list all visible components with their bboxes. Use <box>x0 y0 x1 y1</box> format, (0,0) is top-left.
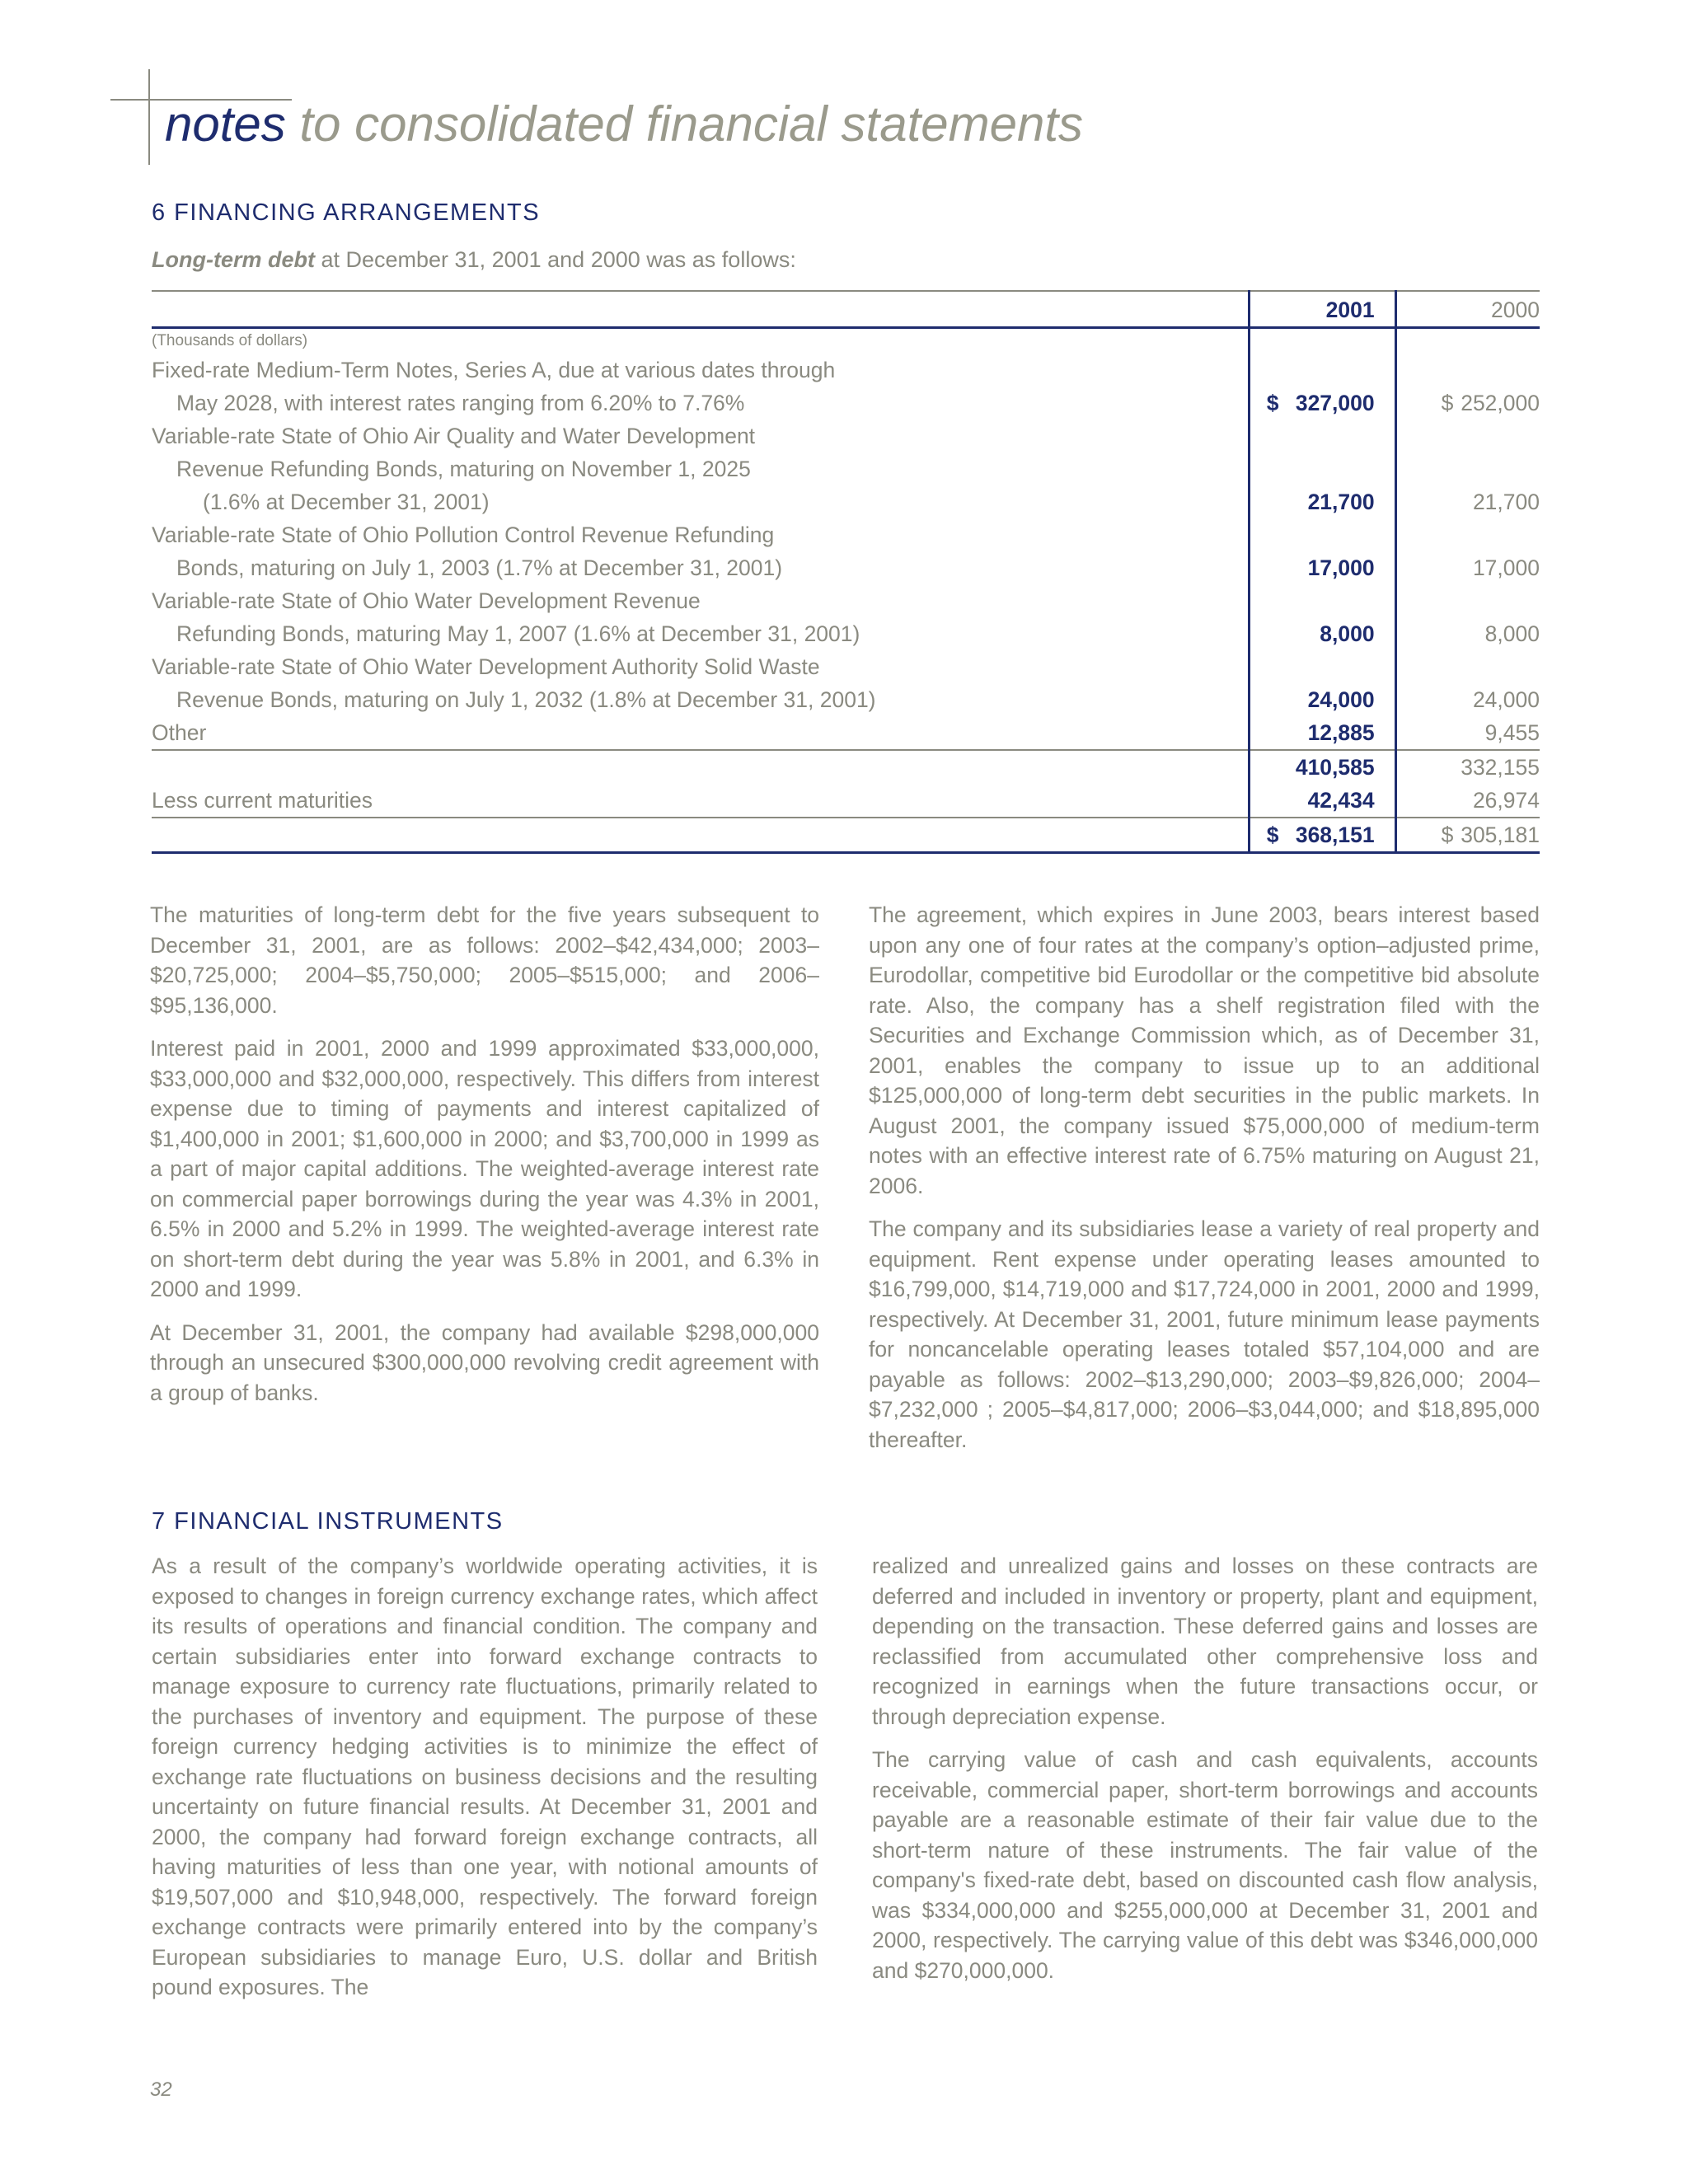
value-2000: 8,000 <box>1484 621 1540 646</box>
value-2001: 17,000 <box>1249 551 1395 584</box>
paragraph: The company and its subsidiaries lease a variety of real property and equipment. Rent expense under operating leases amounted to $16,799,000, $14,719,000 and $17,724,000 in 2001, 2000 and 1999, respectively. At December 31, 2001, future minimum lease payments for noncancelable operating leases totaled $57,104,000 and are payable as follows: 2002–$13,290,000; 2003–$9,826,000; 2004–$7,232,000 ; 2005–$4,817,000; 2006–$3,044,000; and $18,895,000 thereafter. <box>869 1216 1540 1452</box>
table-row: Variable-rate State of Ohio Air Quality and Water Development <box>152 419 1540 452</box>
subtotal-row <box>152 750 1540 784</box>
page-title-emphasis: notes <box>165 96 286 152</box>
dollar-sign: $ <box>1266 823 1279 847</box>
dollar-sign: $ <box>1441 391 1454 415</box>
table-header-row <box>152 291 1540 328</box>
page-title-rest: to consolidated financial statements <box>285 96 1084 152</box>
value-2001: 8,000 <box>1249 617 1395 650</box>
intro-bold: Long-term debt <box>152 247 315 272</box>
dollar-sign: $ <box>1441 823 1454 847</box>
table-row: Revenue Bonds, maturing on July 1, 2032 (1.8% at December 31, 2001) 24,000 24,000 <box>152 683 1540 716</box>
value-2000: 252,000 <box>1461 391 1540 415</box>
table-row: Revenue Refunding Bonds, maturing on November 1, 2025 <box>152 452 1540 485</box>
page-number: 32 <box>150 2079 172 2101</box>
paragraph: realized and unrealized gains and losses on these contracts are deferred and included in inventory or property, plant and equipment, depending on the transaction. These deferred gains and losses are reclassified from accumulated other comprehensive loss and recognized in earnings when the future transactions occur, or through depreciation expense. <box>872 1554 1538 1729</box>
paragraph: The maturities of long-term debt for the five years subsequent to December 31, 2001, are as follows: 2002–$42,434,000; 2003–$20,725,000; 2004–$5,750,000; 2005–$515,000; and 2006–$95,136,000. <box>150 902 819 1018</box>
subtotal-2001: 410,585 <box>1249 750 1395 784</box>
total-2000: 305,181 <box>1461 823 1540 847</box>
table-row: Variable-rate State of Ohio Water Development Revenue <box>152 584 1540 617</box>
section-7-title: 7 FINANCIAL INSTRUMENTS <box>152 1508 504 1535</box>
less-2001: 42,434 <box>1249 784 1395 818</box>
value-2001: 24,000 <box>1249 683 1395 716</box>
value-2001: 21,700 <box>1249 485 1395 518</box>
value-2001: 12,885 <box>1249 716 1395 750</box>
paragraph: Interest paid in 2001, 2000 and 1999 approximated $33,000,000, $33,000,000 and $32,000,000, respectively. This differs from interest expense due to timing of payments and interest capitalized of $1,400,000 in 2001; $1,600,000 in 2000; and $3,700,000 in 1999 as a part of major capital additions. The weighted-average interest rate on commercial paper borrowings during the year was 4.3% in 2001, 6.5% in 2000 and 5.2% in 1999. The weighted-average interest rate on short-term debt during the year was 5.8% in 2001, and 6.3% in 2000 and 1999. <box>150 1036 819 1301</box>
total-row <box>152 818 1540 853</box>
paragraph: The agreement, which expires in June 2003, bears interest based upon any one of four rates at the company’s option–adjusted prime, Eurodollar, competitive bid Eurodollar or the competitive bid absolute rate. Also, the company has a shelf registration filed with the Securities and Exchange Commission which, as of December 31, 2001, enables the company to issue up to an additional $125,000,000 of long-term debt securities in the public markets. In August 2001, the company issued $75,000,000 of medium-term notes with an effective interest rate of 6.75% maturing on August 21, 2006. <box>869 902 1540 1198</box>
table-row: Variable-rate State of Ohio Water Development Authority Solid Waste <box>152 650 1540 683</box>
units-row <box>152 328 1540 354</box>
total-2001: 368,151 <box>1295 823 1375 847</box>
paragraph: The carrying value of cash and cash equivalents, accounts receivable, commercial paper, short-term borrowings and accounts payable are a reasonable estimate of their fair value due to the short-term nature of these instruments. The fair value of the company's fixed-rate debt, based on discounted cash flow analysis, was $334,000,000 and $255,000,000 at December 31, 2001 and 2000, respectively. The carrying value of this debt was $346,000,000 and $270,000,000. <box>872 1747 1538 1983</box>
section-6-intro <box>152 247 796 273</box>
value-2000: 21,700 <box>1472 490 1540 514</box>
paragraph: As a result of the company’s worldwide operating activities, it is exposed to changes in foreign currency exchange rates, which affect its results of operations and financial condition. The company and certain subsidiaries enter into forward exchange contracts to manage exposure to currency rate fluctuations, primarily related to the purchases of inventory and equipment. The purpose of these foreign currency hedging activities is to minimize the effect of exchange rate fluctuations on business decisions and the resulting uncertainty on future financial results. At December 31, 2001 and 2000, the company had forward foreign exchange contracts, all having maturities of less than one year, with notional amounts of $19,507,000 and $10,948,000, respectively. The forward foreign exchange contracts were primarily entered into by the company’s European subsidiaries to manage Euro, U.S. dollar and British pound exposures. The <box>152 1554 818 1999</box>
value-2000: 24,000 <box>1472 687 1540 712</box>
column-header-2000: 2000 <box>1395 291 1540 328</box>
less-current-maturities-label: Less current maturities <box>152 788 373 813</box>
subtotal-2000: 332,155 <box>1395 750 1540 784</box>
value-2000: 17,000 <box>1472 555 1540 580</box>
page-title <box>165 97 1083 152</box>
section-6-left-column <box>150 900 819 1421</box>
table-row: (1.6% at December 31, 2001) 21,700 21,700 <box>152 485 1540 518</box>
table-row: Variable-rate State of Ohio Pollution Control Revenue Refunding <box>152 518 1540 551</box>
table-row: Other 12,885 9,455 <box>152 716 1540 750</box>
value-2000: 9,455 <box>1484 720 1540 745</box>
crop-mark-vertical <box>148 69 150 165</box>
long-term-debt-table <box>152 290 1540 854</box>
value-2001: 327,000 <box>1295 391 1375 415</box>
dollar-sign: $ <box>1266 391 1279 415</box>
units-label: (Thousands of dollars) <box>152 332 308 349</box>
column-header-2001: 2001 <box>1249 291 1395 328</box>
paragraph: At December 31, 2001, the company had available $298,000,000 through an unsecured $300,000,000 revolving credit agreement with a group of banks. <box>150 1319 819 1405</box>
table-row: Fixed-rate Medium-Term Notes, Series A, due at various dates through <box>152 354 1540 387</box>
table-row: Refunding Bonds, maturing May 1, 2007 (1.6% at December 31, 2001) 8,000 8,000 <box>152 617 1540 650</box>
table-row: Bonds, maturing on July 1, 2003 (1.7% at December 31, 2001) 17,000 17,000 <box>152 551 1540 584</box>
section-7-right-column <box>872 1551 1538 1999</box>
table-row: May 2028, with interest rates ranging from 6.20% to 7.76% $ 327,000 $ 252,000 <box>152 387 1540 419</box>
section-6-right-column <box>869 900 1540 1468</box>
less-2000: 26,974 <box>1472 788 1540 813</box>
less-current-maturities-row <box>152 784 1540 818</box>
section-6-title: 6 FINANCING ARRANGEMENTS <box>152 199 541 226</box>
section-7-left-column <box>152 1551 818 2016</box>
intro-rest: at December 31, 2001 and 2000 was as follows: <box>314 247 796 272</box>
